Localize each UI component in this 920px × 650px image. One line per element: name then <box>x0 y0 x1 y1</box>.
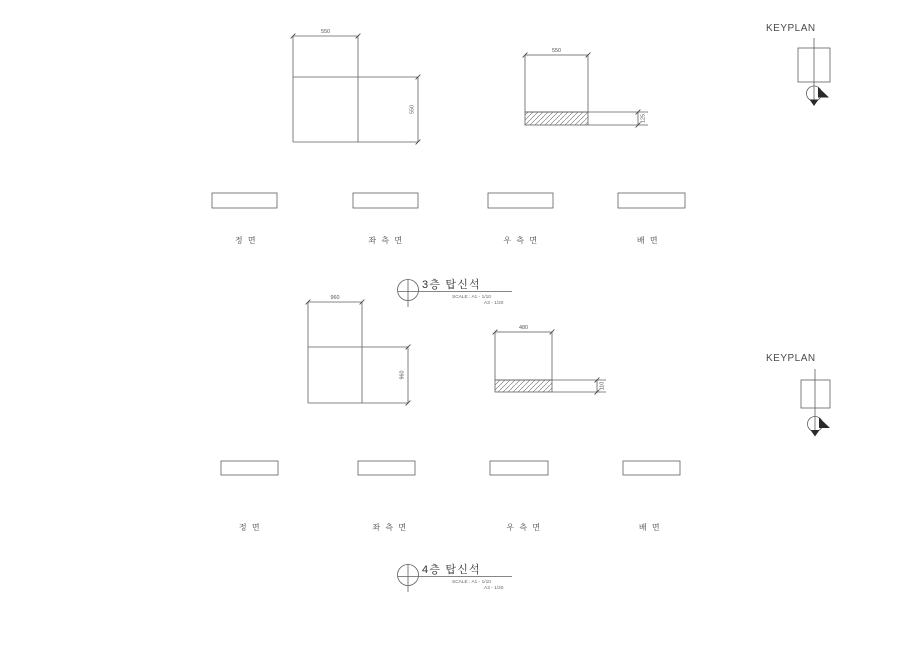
keyplan-label: KEYPLAN <box>766 353 816 364</box>
view-rect-left <box>353 193 418 208</box>
view-label-left: 좌 측 면 <box>372 523 408 532</box>
title-block-4f <box>398 562 513 592</box>
view-label-back: 배 면 <box>636 236 660 245</box>
dim-hatch: 125 <box>640 114 647 123</box>
dim-top: 960 <box>330 295 340 301</box>
view-label-left: 좌 측 면 <box>368 236 404 245</box>
view-label-front: 정 면 <box>238 523 262 532</box>
view-label-right: 우 측 면 <box>506 523 542 532</box>
view-rect-left <box>358 461 415 475</box>
elevation-body <box>525 55 588 112</box>
dim-top: 550 <box>321 29 330 35</box>
scale-line-2: A3 - 1/20 <box>484 301 504 306</box>
section-4f <box>221 295 680 592</box>
view-label-back: 배 면 <box>638 523 662 532</box>
scale-line-1: SCALE : A1 - 1/10 <box>452 295 491 300</box>
view-rect-right <box>490 461 548 475</box>
view-rect-right <box>488 193 553 208</box>
section-title: 3층 탑신석 <box>422 279 481 291</box>
hatch-strip <box>525 112 588 125</box>
elevation-figure-3f <box>523 48 648 127</box>
section-title: 4층 탑신석 <box>422 564 481 576</box>
elevation-body <box>495 332 552 380</box>
view-label-front: 정 면 <box>234 236 258 245</box>
dim-right: 960 <box>399 370 406 380</box>
keyplan-label: KEYPLAN <box>766 23 816 34</box>
dim-right: 550 <box>409 105 416 114</box>
view-rect-back <box>623 461 680 475</box>
north-marker-tip-icon <box>811 430 820 437</box>
view-row-4f <box>221 461 680 532</box>
plan-figure-4f <box>306 295 411 405</box>
dim-hatch: 110 <box>599 381 606 391</box>
scale-line-2: A3 - 1/20 <box>484 586 504 591</box>
view-rect-front <box>221 461 278 475</box>
plan-figure-3f <box>291 29 421 144</box>
view-rect-back <box>618 193 685 208</box>
dim-top: 550 <box>552 48 561 54</box>
view-rect-front <box>212 193 277 208</box>
keyplan-square <box>801 380 830 408</box>
keyplan-1 <box>766 23 830 106</box>
section-3f <box>212 29 685 307</box>
dim-top: 480 <box>519 325 528 331</box>
view-label-right: 우 측 면 <box>503 236 539 245</box>
title-block-3f <box>398 277 513 307</box>
hatch-strip <box>495 380 552 392</box>
north-marker-tip-icon <box>810 100 819 107</box>
scale-line-1: SCALE : A1 - 1/10 <box>452 580 491 585</box>
view-row-3f <box>212 193 685 245</box>
keyplan-2 <box>766 353 830 437</box>
elevation-figure-4f <box>493 325 606 394</box>
